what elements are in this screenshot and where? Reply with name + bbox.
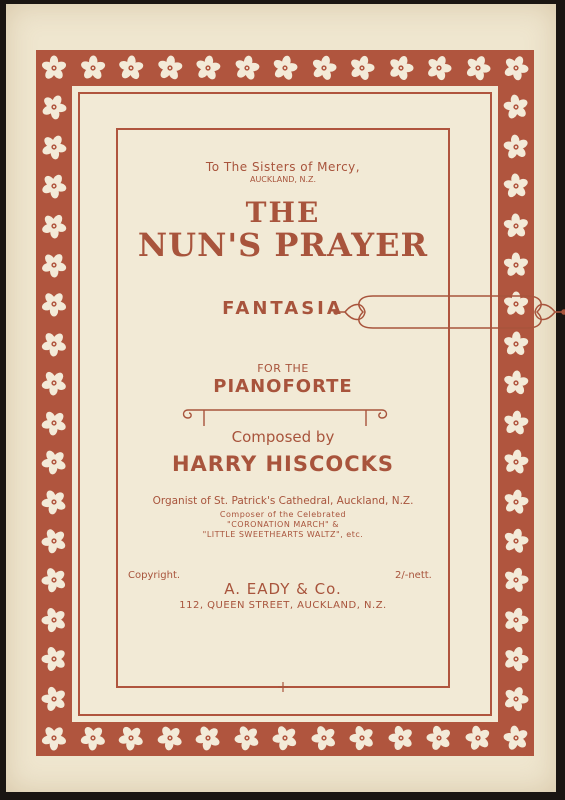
flower-icon: [503, 94, 529, 120]
flower-icon: [41, 252, 67, 278]
flower-icon: [503, 489, 529, 515]
composed-by: Composed by: [231, 428, 335, 446]
flower-icon: [349, 55, 375, 81]
composer-note: Composer of the Celebrated: [219, 510, 347, 519]
flower-icon: [388, 55, 414, 81]
dedication-place: AUCKLAND, N.Z.: [249, 175, 317, 184]
subtitle-cartouche: [116, 290, 450, 340]
flower-icon: [503, 646, 529, 672]
flower-icon: [41, 134, 67, 160]
flower-icon: [503, 686, 529, 712]
flower-icon: [465, 55, 491, 81]
flower-icon: [503, 252, 529, 278]
flower-icon: [426, 55, 452, 81]
flower-icon: [272, 725, 298, 751]
flower-icon: [41, 567, 67, 593]
composer-position: Organist of St. Patrick's Cathedral, Auckland, N.Z.: [152, 495, 414, 507]
flower-icon: [80, 55, 106, 81]
flower-icon: [503, 173, 529, 199]
flower-icon: [503, 410, 529, 436]
flower-icon: [503, 725, 529, 751]
flower-icon: [41, 489, 67, 515]
flower-icon: [118, 55, 144, 81]
flower-icon: [503, 607, 529, 633]
flower-icon: [41, 173, 67, 199]
flower-icon: [234, 55, 260, 81]
flower-icon: [503, 449, 529, 475]
flower-icon: [388, 725, 414, 751]
publisher-address: 112, QUEEN STREET, AUCKLAND, N.Z.: [179, 600, 387, 611]
flower-icon: [195, 725, 221, 751]
flower-icon: [349, 725, 375, 751]
flower-icon: [426, 725, 452, 751]
flower-icon: [80, 725, 106, 751]
flower-icon: [41, 646, 67, 672]
price: 2/-nett.: [395, 570, 432, 581]
flower-icon: [311, 55, 337, 81]
flower-icon: [311, 725, 337, 751]
flower-icon: [503, 567, 529, 593]
composer-name: HARRY HISCOCKS: [171, 452, 395, 476]
flower-icon: [41, 607, 67, 633]
composer-work-2: "LITTLE SWEETHEARTS WALTZ", etc.: [202, 530, 364, 539]
publisher-name: A. EADY & Co.: [224, 580, 342, 598]
flower-icon: [41, 291, 67, 317]
instrument-name: PIANOFORTE: [213, 376, 353, 397]
subtitle: FANTASIA: [222, 298, 344, 319]
flower-icon: [41, 528, 67, 554]
flower-icon: [41, 331, 67, 357]
flower-icon: [272, 55, 298, 81]
flower-icon: [118, 725, 144, 751]
flower-icon: [41, 686, 67, 712]
copyright: Copyright.: [128, 570, 181, 581]
flower-icon: [41, 55, 67, 81]
flower-icon: [503, 55, 529, 81]
flower-icon: [465, 725, 491, 751]
flower-icon: [41, 410, 67, 436]
flower-icon: [503, 370, 529, 396]
flower-icon: [195, 55, 221, 81]
flower-icon: [41, 94, 67, 120]
flower-icon: [157, 55, 183, 81]
frame-mark-icon: [275, 682, 291, 692]
flower-icon: [41, 213, 67, 239]
instrument-for: FOR THE: [257, 362, 309, 375]
flower-icon: [503, 528, 529, 554]
scroll-divider-icon: [180, 404, 390, 430]
composer-work-1: "CORONATION MARCH" &: [227, 520, 339, 529]
flower-icon: [503, 134, 529, 160]
flower-icon: [41, 725, 67, 751]
flower-icon: [157, 725, 183, 751]
title-line-1: THE: [245, 196, 321, 229]
flower-icon: [503, 213, 529, 239]
flower-icon: [41, 449, 67, 475]
title-line-2: NUN'S PRAYER: [137, 226, 429, 264]
dedication: To The Sisters of Mercy,: [205, 160, 361, 174]
flower-icon: [41, 370, 67, 396]
flower-icon: [234, 725, 260, 751]
